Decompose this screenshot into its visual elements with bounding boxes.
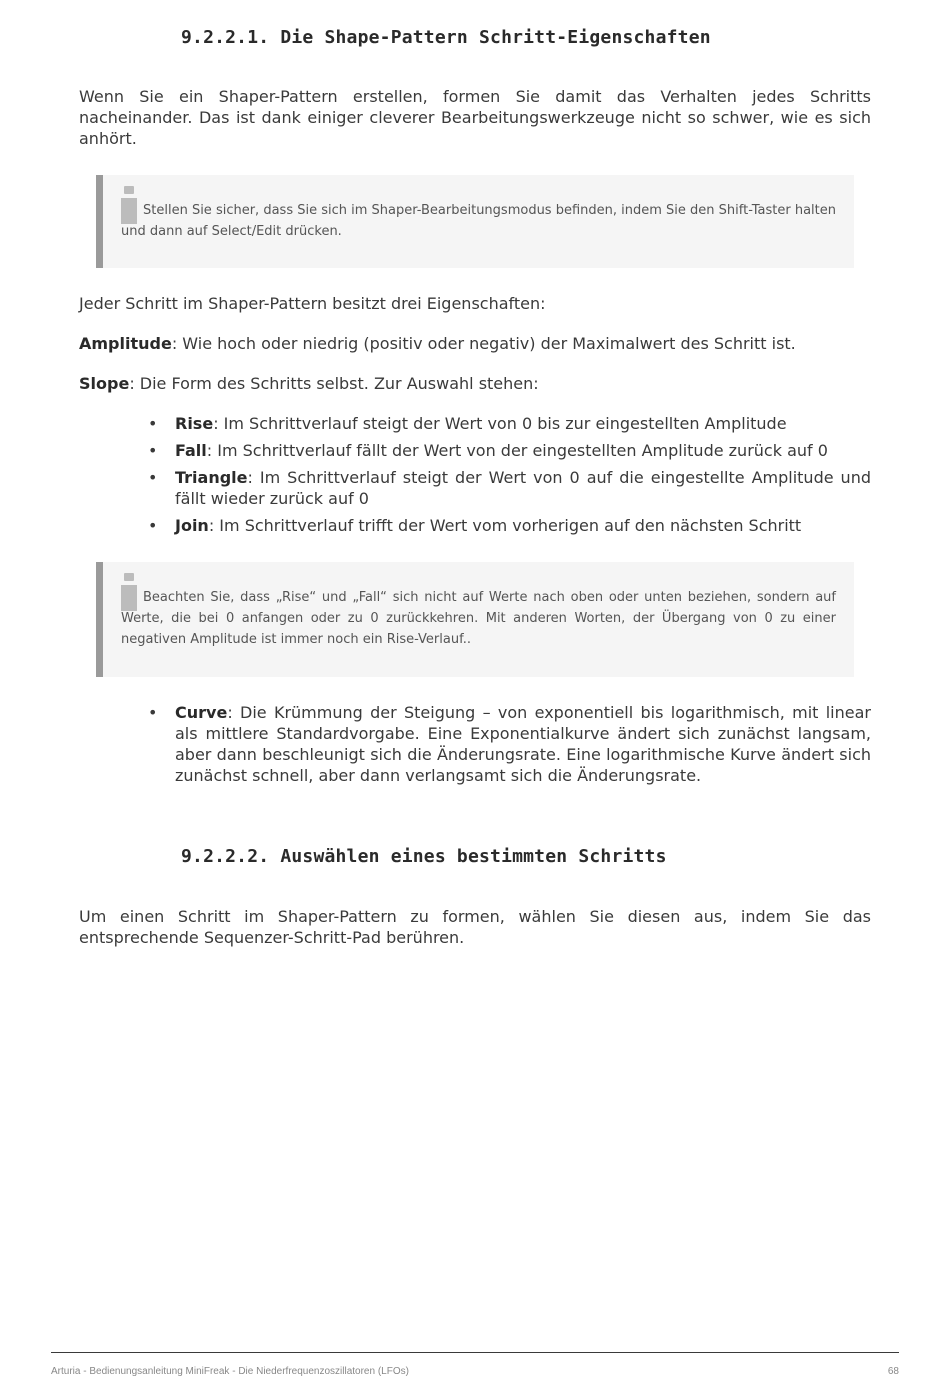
list-item-curve — [148, 702, 871, 786]
section-heading-select-step: 9.2.2.2. Auswählen eines bestimmten Schritts — [181, 846, 667, 867]
curve-term: Curve — [175, 703, 228, 722]
slope-list — [148, 413, 871, 542]
footer-title: Arturia - Bedienungsanleitung MiniFreak - Die Niederfrequenzoszillatoren (LFOs) — [51, 1366, 409, 1377]
amplitude-term: Amplitude — [79, 334, 172, 353]
intro-paragraph: Wenn Sie ein Shaper-Pattern erstellen, formen Sie damit das Verhalten jedes Schritts nacheinander. Das ist dank einiger cleverer Bearbeitungswerkzeuge nicht so schwer, wie es sich anhört. — [79, 87, 871, 148]
list-item-triangle — [148, 467, 871, 509]
slope-term: Slope — [79, 374, 130, 393]
properties-intro: Jeder Schritt im Shaper-Pattern besitzt drei Eigenschaften: — [79, 294, 546, 313]
info-icon — [121, 573, 137, 611]
amplitude-text: : Wie hoch oder niedrig (positiv oder negativ) der Maximalwert des Schritt ist. — [171, 334, 796, 353]
info-note-shift — [96, 175, 854, 268]
page-number: 68 — [887, 1366, 899, 1377]
info-icon — [121, 186, 137, 224]
select-step-paragraph: Um einen Schritt im Shaper-Pattern zu formen, wählen Sie diesen aus, indem Sie das entsprechende Sequenzer-Schritt-Pad berühren. — [79, 907, 871, 947]
info-note-text: Stellen Sie sicher, dass Sie sich im Shaper-Bearbeitungsmodus befinden, indem Sie den Shift-Taster halten und dann auf Select/Edit drücken. — [121, 203, 836, 239]
list-item-rise — [148, 413, 871, 434]
slope-paragraph — [79, 373, 871, 394]
rise-text: : Im Schrittverlauf steigt der Wert von 0 bis zur eingestellten Amplitude — [213, 414, 787, 433]
list-item-fall — [148, 440, 871, 461]
curve-text: : Die Krümmung der Steigung – von exponentiell bis logarithmisch, mit linear als mittlere Standardvorgabe. Eine Exponentialkurve ändert sich zunächst langsam, aber dann beschleunigt sich die Änderungsrate. Eine logarithmische Kurve ändert sich zunächst schnell, aber dann verlangsamt sich die Änderungsrate. — [175, 703, 871, 785]
amplitude-paragraph — [79, 333, 871, 354]
rise-term: Rise — [175, 414, 214, 433]
fall-text: : Im Schrittverlauf fällt der Wert von der eingestellten Amplitude zurück auf 0 — [206, 441, 828, 460]
slope-text: : Die Form des Schritts selbst. Zur Auswahl stehen: — [129, 374, 539, 393]
join-text: : Im Schrittverlauf trifft der Wert vom vorherigen auf den nächsten Schritt — [208, 516, 802, 535]
fall-term: Fall — [175, 441, 207, 460]
join-term: Join — [175, 516, 209, 535]
section-heading-shape-properties: 9.2.2.1. Die Shape-Pattern Schritt-Eigenschaften — [181, 27, 711, 48]
list-item-join — [148, 515, 871, 536]
footer-divider — [51, 1352, 899, 1353]
triangle-term: Triangle — [175, 468, 248, 487]
curve-list — [148, 702, 871, 792]
info-note-rise-fall — [96, 562, 854, 677]
info-note-text: Beachten Sie, dass „Rise“ und „Fall“ sich nicht auf Werte nach oben oder unten beziehen, sondern auf Werte, die bei 0 anfangen oder zu 0 zurückkehren. Mit anderen Worten, der Übergang von 0 zu einer negativen Amplitude ist immer noch ein Rise-Verlauf.. — [121, 590, 836, 647]
triangle-text: : Im Schrittverlauf steigt der Wert von 0 auf die eingestellte Amplitude und fällt wieder zurück auf 0 — [175, 468, 871, 508]
